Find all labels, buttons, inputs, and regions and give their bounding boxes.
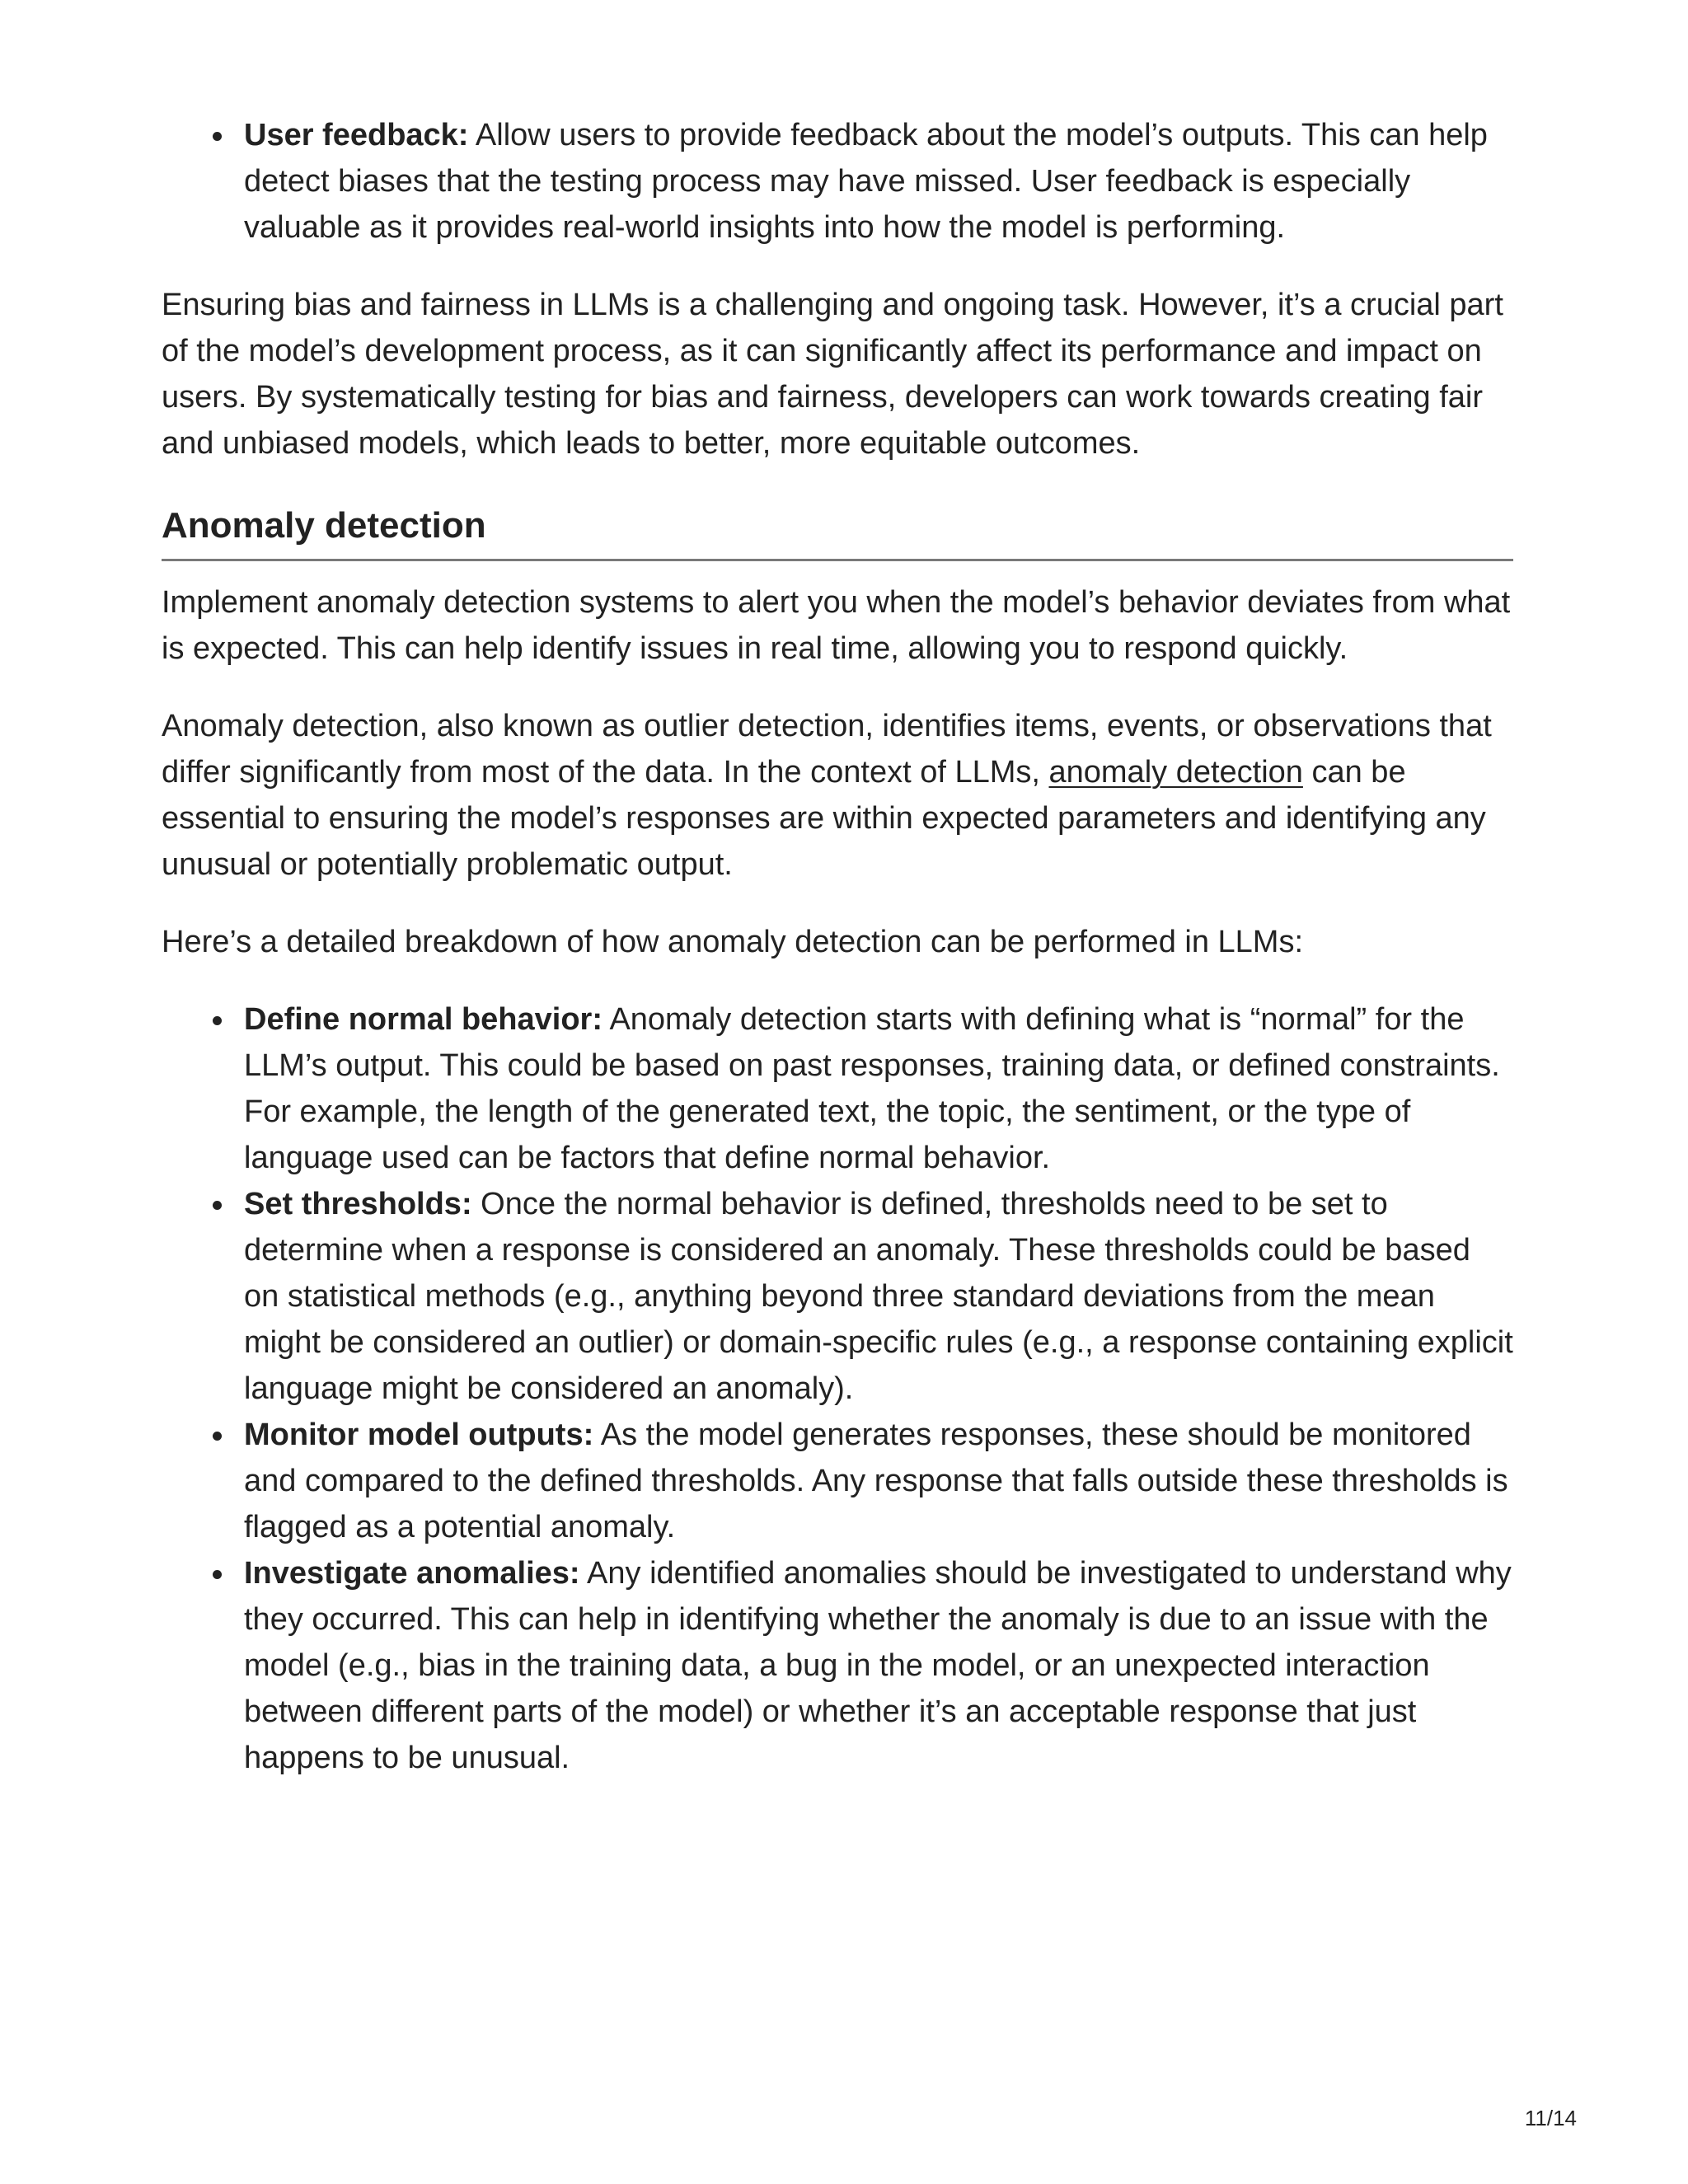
summary-paragraph: Ensuring bias and fairness in LLMs is a challenging and ongoing task. However, it’s a crucial part of the model’s development process, as it can significantly affect its performance and impact on users. By systematically testing for bias and fairness, developers can work towards creating fair and unbiased models, which leads to better, more equitable outcomes. bbox=[162, 288, 1503, 461]
page-number: 11/14 bbox=[1524, 2106, 1577, 2130]
breakdown-intro-paragraph: Here’s a detailed breakdown of how anomaly detection can be performed in LLMs: bbox=[162, 925, 1303, 959]
definition-paragraph bbox=[162, 703, 1513, 888]
list-item-text: As the model generates responses, these should be monitored and compared to the defined thresholds. Any response that falls outside these thresholds is flagged as a potential anomaly. bbox=[244, 1418, 1508, 1544]
section-heading: Anomaly detection bbox=[162, 503, 1513, 561]
article-content bbox=[162, 112, 1513, 1781]
list-item-text: Once the normal behavior is defined, thresholds need to be set to determine when a response is considered an anomaly. These thresholds could be based on statistical methods (e.g., anything beyond three standard deviations from the mean might be considered an outlier) or domain-specific rules (e.g., a response containing explicit language might be considered an anomaly). bbox=[244, 1187, 1513, 1406]
list-item-term: User feedback: bbox=[244, 118, 469, 152]
definition-text-after: can be essential to ensuring the model’s responses are within expected parameters and identifying any unusual or potentially problematic output. bbox=[162, 755, 1486, 882]
anomaly-steps-list bbox=[162, 996, 1513, 1781]
list-item-term: Set thresholds: bbox=[244, 1187, 472, 1221]
list-item bbox=[244, 1181, 1513, 1412]
list-item bbox=[244, 996, 1513, 1181]
list-item-term: Investigate anomalies: bbox=[244, 1556, 580, 1591]
list-item-term: Monitor model outputs: bbox=[244, 1418, 594, 1452]
list-item-term: Define normal behavior: bbox=[244, 1002, 603, 1037]
section-intro-paragraph: Implement anomaly detection systems to alert you when the model’s behavior deviates from what is expected. This can help identify issues in real time, allowing you to respond quickly. bbox=[162, 585, 1511, 666]
list-item bbox=[244, 112, 1513, 251]
list-item-text: Anomaly detection starts with defining what is “normal” for the LLM’s output. This could be based on past responses, training data, or defined constraints. For example, the length of the generated text, the topic, the sentiment, or the type of language used can be factors that define normal behavior. bbox=[244, 1002, 1500, 1175]
anomaly-detection-link[interactable]: anomaly detection bbox=[1048, 755, 1303, 790]
user-feedback-list bbox=[162, 112, 1513, 251]
definition-text-before: Anomaly detection, also known as outlier detection, identifies items, events, or observations that differ significantly from most of the data. In the context of LLMs, bbox=[162, 709, 1492, 790]
list-item bbox=[244, 1550, 1513, 1781]
list-item bbox=[244, 1412, 1513, 1550]
list-item-text: Any identified anomalies should be investigated to understand why they occurred. This can help in identifying whether the anomaly is due to an issue with the model (e.g., bias in the training data, a bug in the model, or an unexpected interaction between different parts of the model) or whether it’s an acceptable response that just happens to be unusual. bbox=[244, 1556, 1512, 1775]
list-item-text: Allow users to provide feedback about the model’s outputs. This can help detect biases that the testing process may have missed. User feedback is especially valuable as it provides real-world insights into how the model is performing. bbox=[244, 118, 1488, 245]
